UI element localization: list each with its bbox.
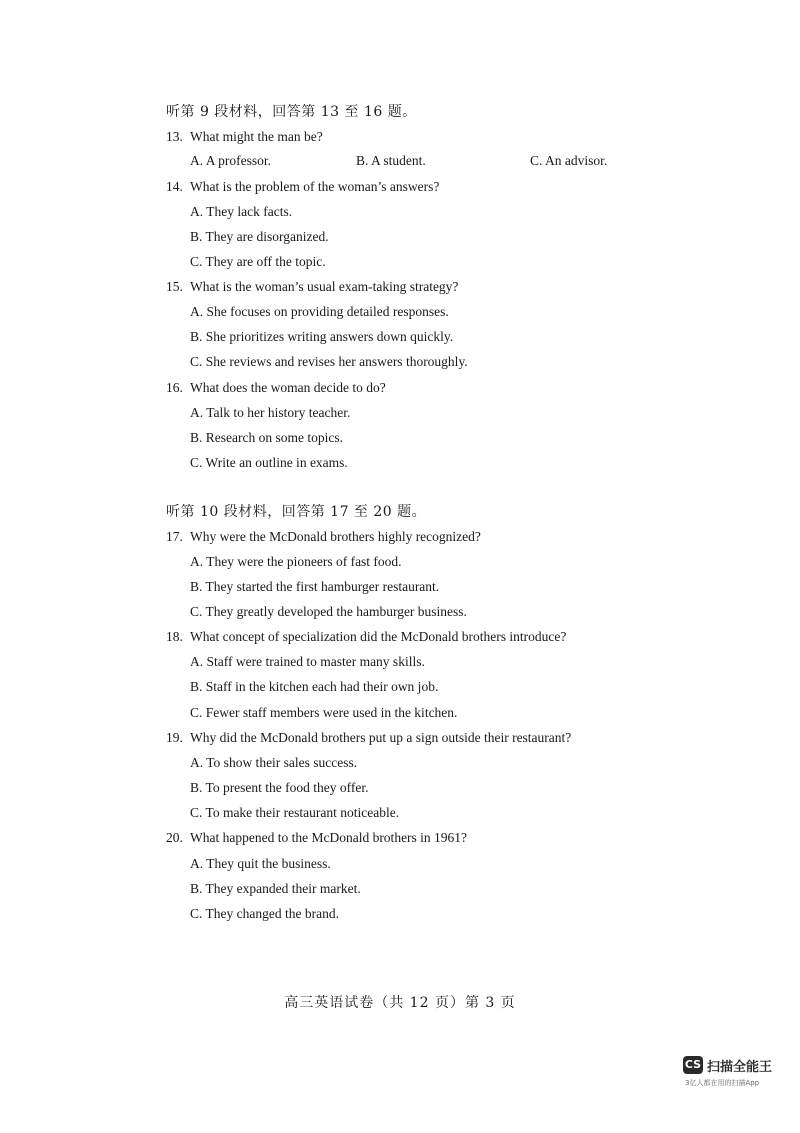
option-c: C. An advisor. (530, 153, 608, 168)
option-a: A. Staff were trained to master many skills. (190, 654, 425, 669)
option-b: B. She prioritizes writing answers down quickly. (190, 329, 454, 344)
option-b: B. They started the first hamburger restaurant. (190, 579, 440, 594)
option-a: A. To show their sales success. (190, 755, 358, 770)
option-c: C. She reviews and revises her answers thoroughly. (190, 354, 468, 369)
option-b: B. They expanded their market. (190, 881, 361, 896)
option-a: A. They quit the business. (190, 856, 331, 871)
question-15 (166, 279, 458, 295)
option-b: B. A student. (356, 153, 426, 168)
question-number: 16. (166, 380, 183, 395)
question-number: 13. (166, 129, 183, 144)
question-number: 17. (166, 529, 183, 544)
question-number: 18. (166, 629, 183, 644)
option-c: C. They are off the topic. (190, 254, 326, 269)
option-c: C. They changed the brand. (190, 906, 339, 921)
question-14 (166, 179, 439, 195)
option-c: C. To make their restaurant noticeable. (190, 805, 400, 820)
option-a: A. They were the pioneers of fast food. (190, 554, 402, 569)
question-text: What is the woman’s usual exam-taking strategy? (190, 279, 459, 294)
question-16 (166, 380, 386, 396)
question-18 (166, 629, 566, 645)
page-footer: 高三英语试卷（共 12 页）第 3 页 (284, 995, 516, 1011)
watermark-app-name: 扫描全能王 (707, 1060, 773, 1075)
option-a: A. She focuses on providing detailed responses. (190, 304, 449, 319)
option-a: A. They lack facts. (190, 204, 293, 219)
question-number: 19. (166, 730, 183, 745)
question-13 (166, 129, 323, 145)
question-20 (166, 830, 467, 846)
camscanner-logo-icon: CS (683, 1056, 703, 1074)
question-text: What does the woman decide to do? (190, 380, 386, 395)
question-number: 15. (166, 279, 183, 294)
watermark-tagline: 3亿人都在用的扫描App (685, 1079, 760, 1087)
option-c: C. Write an outline in exams. (190, 455, 348, 470)
question-text: Why did the McDonald brothers put up a sign outside their restaurant? (190, 730, 572, 745)
option-c: C. Fewer staff members were used in the kitchen. (190, 705, 458, 720)
question-17 (166, 529, 481, 545)
option-a: A. Talk to her history teacher. (190, 405, 351, 420)
question-text: What is the problem of the woman’s answers? (190, 179, 440, 194)
question-number: 20. (166, 830, 183, 845)
option-b: B. Research on some topics. (190, 430, 343, 445)
option-a: A. A professor. (190, 153, 271, 168)
option-b: B. Staff in the kitchen each had their own job. (190, 679, 439, 694)
section-heading: 听第 9 段材料，回答第 13 至 16 题。 (166, 104, 417, 120)
option-c: C. They greatly developed the hamburger business. (190, 604, 467, 619)
question-19 (166, 730, 571, 746)
question-text: What might the man be? (190, 129, 323, 144)
question-number: 14. (166, 179, 183, 194)
question-text: Why were the McDonald brothers highly recognized? (190, 529, 481, 544)
option-b: B. To present the food they offer. (190, 780, 369, 795)
question-text: What concept of specialization did the McDonald brothers introduce? (190, 629, 567, 644)
option-b: B. They are disorganized. (190, 229, 329, 244)
question-text: What happened to the McDonald brothers in 1961? (190, 830, 468, 845)
section-heading: 听第 10 段材料，回答第 17 至 20 题。 (166, 504, 427, 520)
